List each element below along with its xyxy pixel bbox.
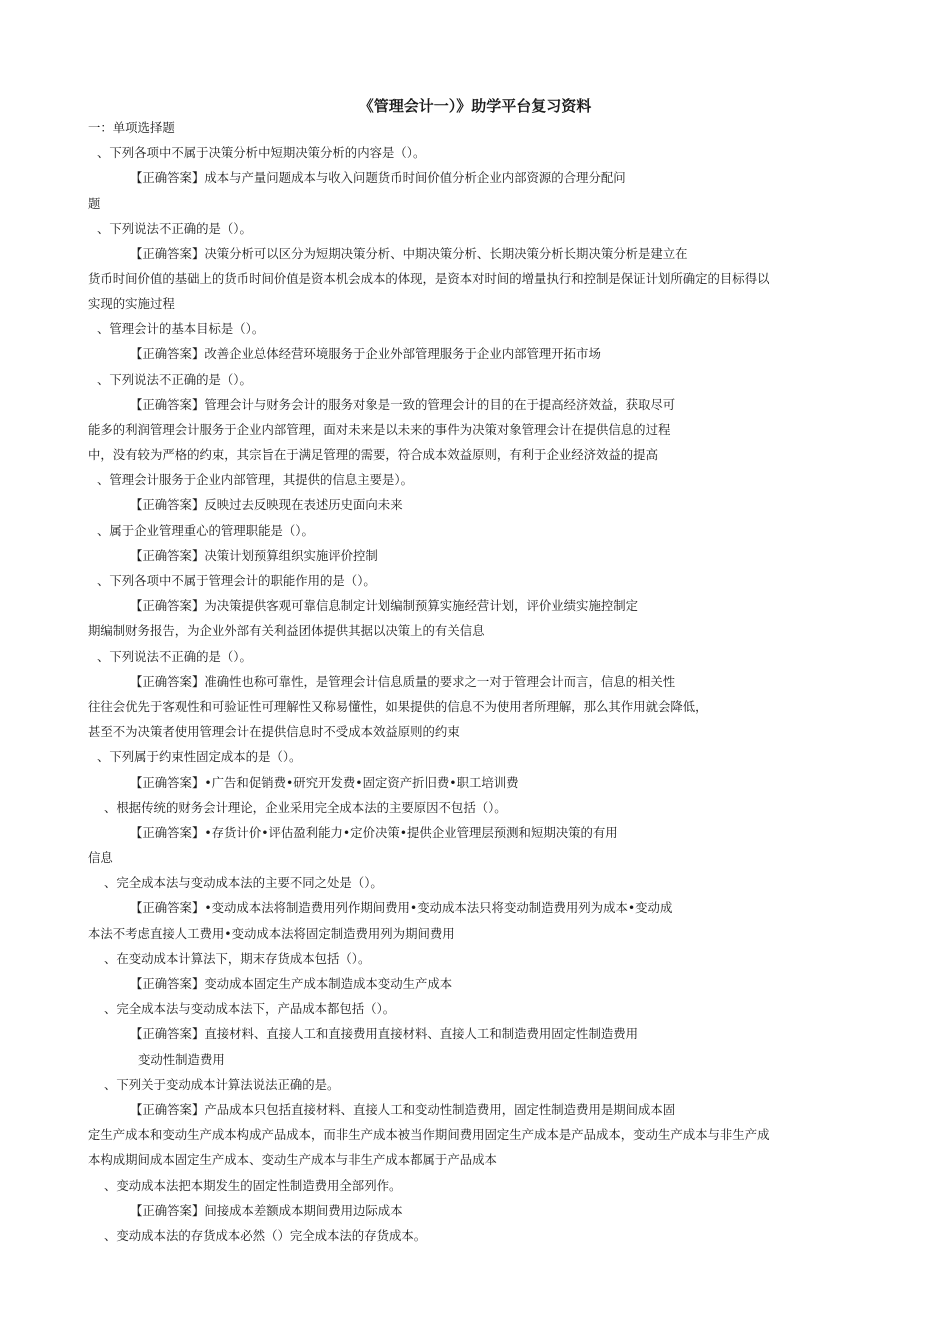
answer-line: 【正确答案】管理会计与财务会计的服务对象是一致的管理会计的目的在于提高经济效益，获取尽可	[130, 397, 676, 412]
answer-line: 【正确答案】•存货计价•评估盈利能力•定价决策•提供企业管理层预测和短期决策的有用	[130, 825, 618, 840]
question-line: 、下列说法不正确的是（）。	[97, 649, 252, 664]
section-heading: 一：单项选择题	[88, 120, 175, 135]
answer-line: 【正确答案】准确性也称可靠性，是管理会计信息质量的要求之一对于管理会计而言，信息的相关性	[130, 674, 676, 689]
text-line: 本法不考虑直接人工费用•变动成本法将固定制造费用列为期间费用	[88, 926, 455, 941]
answer-line: 【正确答案】产品成本只包括直接材料、直接人工和变动性制造费用，固定性制造费用是期间成本固	[130, 1102, 676, 1117]
answer-line: 【正确答案】决策计划预算组织实施评价控制	[130, 548, 378, 563]
text-line: 货币时间价值的基础上的货币时间价值是资本机会成本的体现，是资本对时间的增量执行和控制是保证计划所确定的目标得以	[88, 271, 770, 286]
text-line: 变动性制造费用	[138, 1052, 225, 1067]
text-line: 信息	[88, 850, 113, 865]
question-line: 、属于企业管理重心的管理职能是（）。	[97, 523, 314, 538]
answer-line: 【正确答案】•广告和促销费•研究开发费•固定资产折旧费•职工培训费	[130, 775, 519, 790]
question-line: 、下列各项中不属于决策分析中短期决策分析的内容是（）。	[97, 145, 426, 160]
question-line: 、下列关于变动成本计算法说法正确的是。	[104, 1077, 340, 1092]
text-line: 往往会优先于客观性和可验证性可理解性又称易懂性，如果提供的信息不为使用者所理解，那么其作用就会降低，	[88, 699, 708, 714]
text-line: 本构成期间成本固定生产成本、变动生产成本与非生产成本都属于产品成本	[88, 1152, 497, 1167]
answer-line: 【正确答案】决策分析可以区分为短期决策分析、中期决策分析、长期决策分析长期决策分析是建立在	[130, 246, 688, 261]
text-line: 中，没有较为严格的约束，其宗旨在于满足管理的需要，符合成本效益原则，有利于企业经济效益的提高	[88, 447, 658, 462]
question-line: 、完全成本法与变动成本法的主要不同之处是（）。	[104, 875, 383, 890]
answer-line: 【正确答案】改善企业总体经营环境服务于企业外部管理服务于企业内部管理开拓市场	[130, 346, 601, 361]
question-line: 、变动成本法把本期发生的固定性制造费用全部列作。	[104, 1178, 402, 1193]
question-line: 、下列说法不正确的是（）。	[97, 372, 252, 387]
question-line: 、根据传统的财务会计理论，企业采用完全成本法的主要原因不包括（）。	[104, 800, 507, 815]
text-line: 能多的利润管理会计服务于企业内部管理，面对未来是以未来的事件为决策对象管理会计在提供信息的过程	[88, 422, 671, 437]
question-line: 、变动成本法的存货成本必然（）完全成本法的存货成本。	[104, 1228, 427, 1243]
text-line: 期编制财务报告，为企业外部有关利益团体提供其据以决策上的有关信息	[88, 623, 485, 638]
question-line: 、下列属于约束性固定成本的是（）。	[97, 749, 302, 764]
answer-line: 【正确答案】变动成本固定生产成本制造成本变动生产成本	[130, 976, 453, 991]
question-line: 、下列各项中不属于管理会计的职能作用的是（）。	[97, 573, 376, 588]
text-line: 题	[88, 196, 101, 211]
answer-line: 【正确答案】反映过去反映现在表述历史面向未来	[130, 497, 403, 512]
question-line: 、在变动成本计算法下，期末存货成本包括（）。	[104, 951, 371, 966]
text-line: 甚至不为决策者使用管理会计在提供信息时不受成本效益原则的约束	[88, 724, 460, 739]
answer-line: 【正确答案】成本与产量问题成本与收入问题货币时间价值分析企业内部资源的合理分配问	[130, 170, 626, 185]
text-line: 实现的实施过程	[88, 296, 175, 311]
question-line: 、管理会计服务于企业内部管理，其提供的信息主要是）。	[97, 472, 413, 487]
page-title: 《管理会计一）》助学平台复习资料	[358, 97, 592, 115]
answer-line: 【正确答案】为决策提供客观可靠信息制定计划编制预算实施经营计划，评价业绩实施控制定	[130, 598, 639, 613]
answer-line: 【正确答案】直接材料、直接人工和直接费用直接材料、直接人工和制造费用固定性制造费用	[130, 1026, 639, 1041]
answer-line: 【正确答案】•变动成本法将制造费用列作期间费用•变动成本法只将变动制造费用列为成本•变动成	[130, 900, 673, 915]
question-line: 、完全成本法与变动成本法下，产品成本都包括（）。	[104, 1001, 396, 1016]
text-line: 定生产成本和变动生产成本构成产品成本，而非生产成本被当作期间费用固定生产成本是产品成本，变动生产成本与非生产成	[88, 1127, 770, 1142]
question-line: 、管理会计的基本目标是（）。	[97, 321, 265, 336]
answer-line: 【正确答案】间接成本差额成本期间费用边际成本	[130, 1203, 403, 1218]
question-line: 、下列说法不正确的是（）。	[97, 221, 252, 236]
